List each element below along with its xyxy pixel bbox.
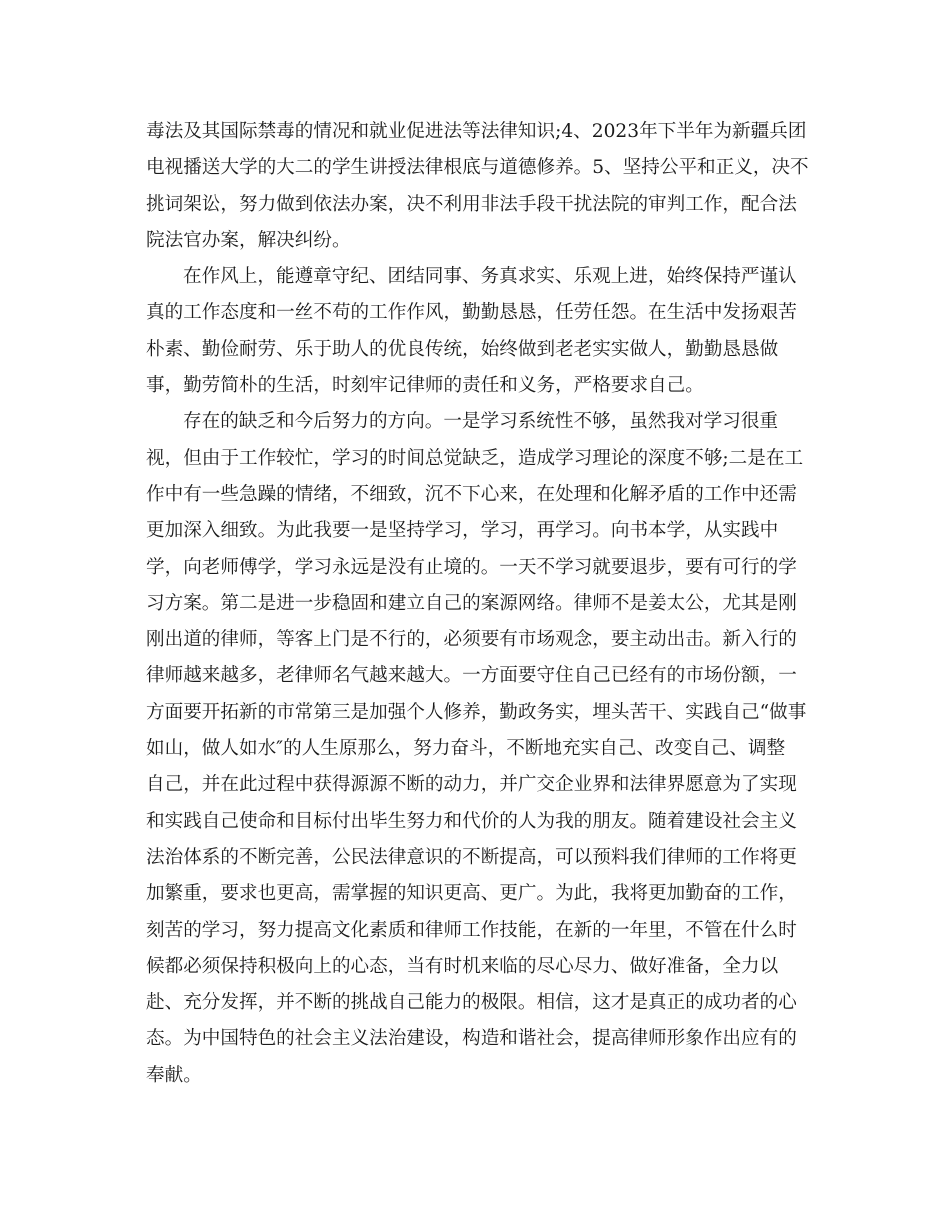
text-line: 存在的缺乏和今后努力的方向。一是学习系统性不够，虽然我对学习很重 [183,411,779,433]
text-line: 方面要开拓新的市常第三是加强个人修养，勤政务实，埋头苦干、实践自己“做事 [146,701,807,723]
paragraph-shortcomings-and-direction [146,404,806,1094]
text-line: 如山，做人如水″的人生原那么，努力奋斗，不断地充实自己、改变自己、调整 [146,738,786,760]
text-line: 学，向老师傅学，学习永远是没有止境的。一天不学习就要退步，要有可行的学 [146,556,797,578]
text-line: 毒法及其国际禁毒的情况和就业促进法等法律知识;4、2023年下半年为新疆兵团 [146,121,807,142]
text-line: 刻苦的学习，努力提高文化素质和律师工作技能，在新的一年里，不管在什么时 [146,919,797,941]
text-line: 和实践自己使命和目标付出毕生努力和代价的人为我的朋友。随着建设社会主义 [146,810,797,832]
text-line: 加繁重，要求也更高，需掌握的知识更高、更广。为此，我将更加勤奋的工作， [146,883,797,905]
text-line: 在作风上，能遵章守纪、团结同事、务真求实、乐观上进，始终保持严谨认 [183,266,797,288]
text-line: 更加深入细致。为此我要一是坚持学习，学习，再学习。向书本学，从实践中 [146,520,779,542]
text-line: 刚出道的律师，等客上门是不行的，必须要有市场观念，要主动出击。新入行的 [146,629,797,651]
paragraph-work-style [146,259,806,404]
text-line: 奉献。 [146,1064,202,1086]
text-line: 作中有一些急躁的情绪，不细致，沉不下心来，在处理和化解矛盾的工作中还需 [146,483,797,505]
paragraph-legal-education [146,114,809,259]
text-line: 候都必须保持积极向上的心态，当有时机来临的尽心尽力、做好准备，全力以 [146,955,779,977]
text-line: 赴、充分发挥，并不断的挑战自己能力的极限。相信，这才是真正的成功者的心 [146,992,797,1014]
text-line: 事，勤劳简朴的生活，时刻牢记律师的责任和义务，严格要求自己。 [146,375,704,397]
text-line: 自己，并在此过程中获得源源不断的动力，并广交企业界和法律界愿意为了实现 [146,774,797,796]
text-line: 法治体系的不断完善，公民法律意识的不断提高，可以预料我们律师的工作将更 [146,846,797,868]
text-line: 律师越来越多，老律师名气越来越大。一方面要守住自己已经有的市场份额，一 [146,665,797,687]
text-line: 习方案。第二是进一步稳固和建立自己的案源网络。律师不是姜太公，尤其是刚 [146,592,797,614]
text-line: 视，但由于工作较忙，学习的时间总觉缺乏，造成学习理论的深度不够;二是在工 [146,447,804,469]
text-line: 挑词架讼，努力做到依法办案，决不利用非法手段干扰法院的审判工作，配合法 [146,193,797,215]
text-line: 朴素、勤俭耐劳、乐于助人的优良传统，始终做到老老实实做人，勤勤恳恳做 [146,338,779,360]
text-line: 真的工作态度和一丝不苟的工作作风，勤勤恳恳，任劳任怨。在生活中发扬艰苦 [146,302,797,324]
text-line: 态。为中国特色的社会主义法治建设，构造和谐社会，提高律师形象作出应有的 [146,1028,797,1050]
document-body [146,114,809,1094]
text-line: 院法官办案，解决纠纷。 [146,229,351,251]
text-line: 电视播送大学的大二的学生讲授法律根底与道德修养。5、坚持公平和正义，决不 [146,157,809,179]
